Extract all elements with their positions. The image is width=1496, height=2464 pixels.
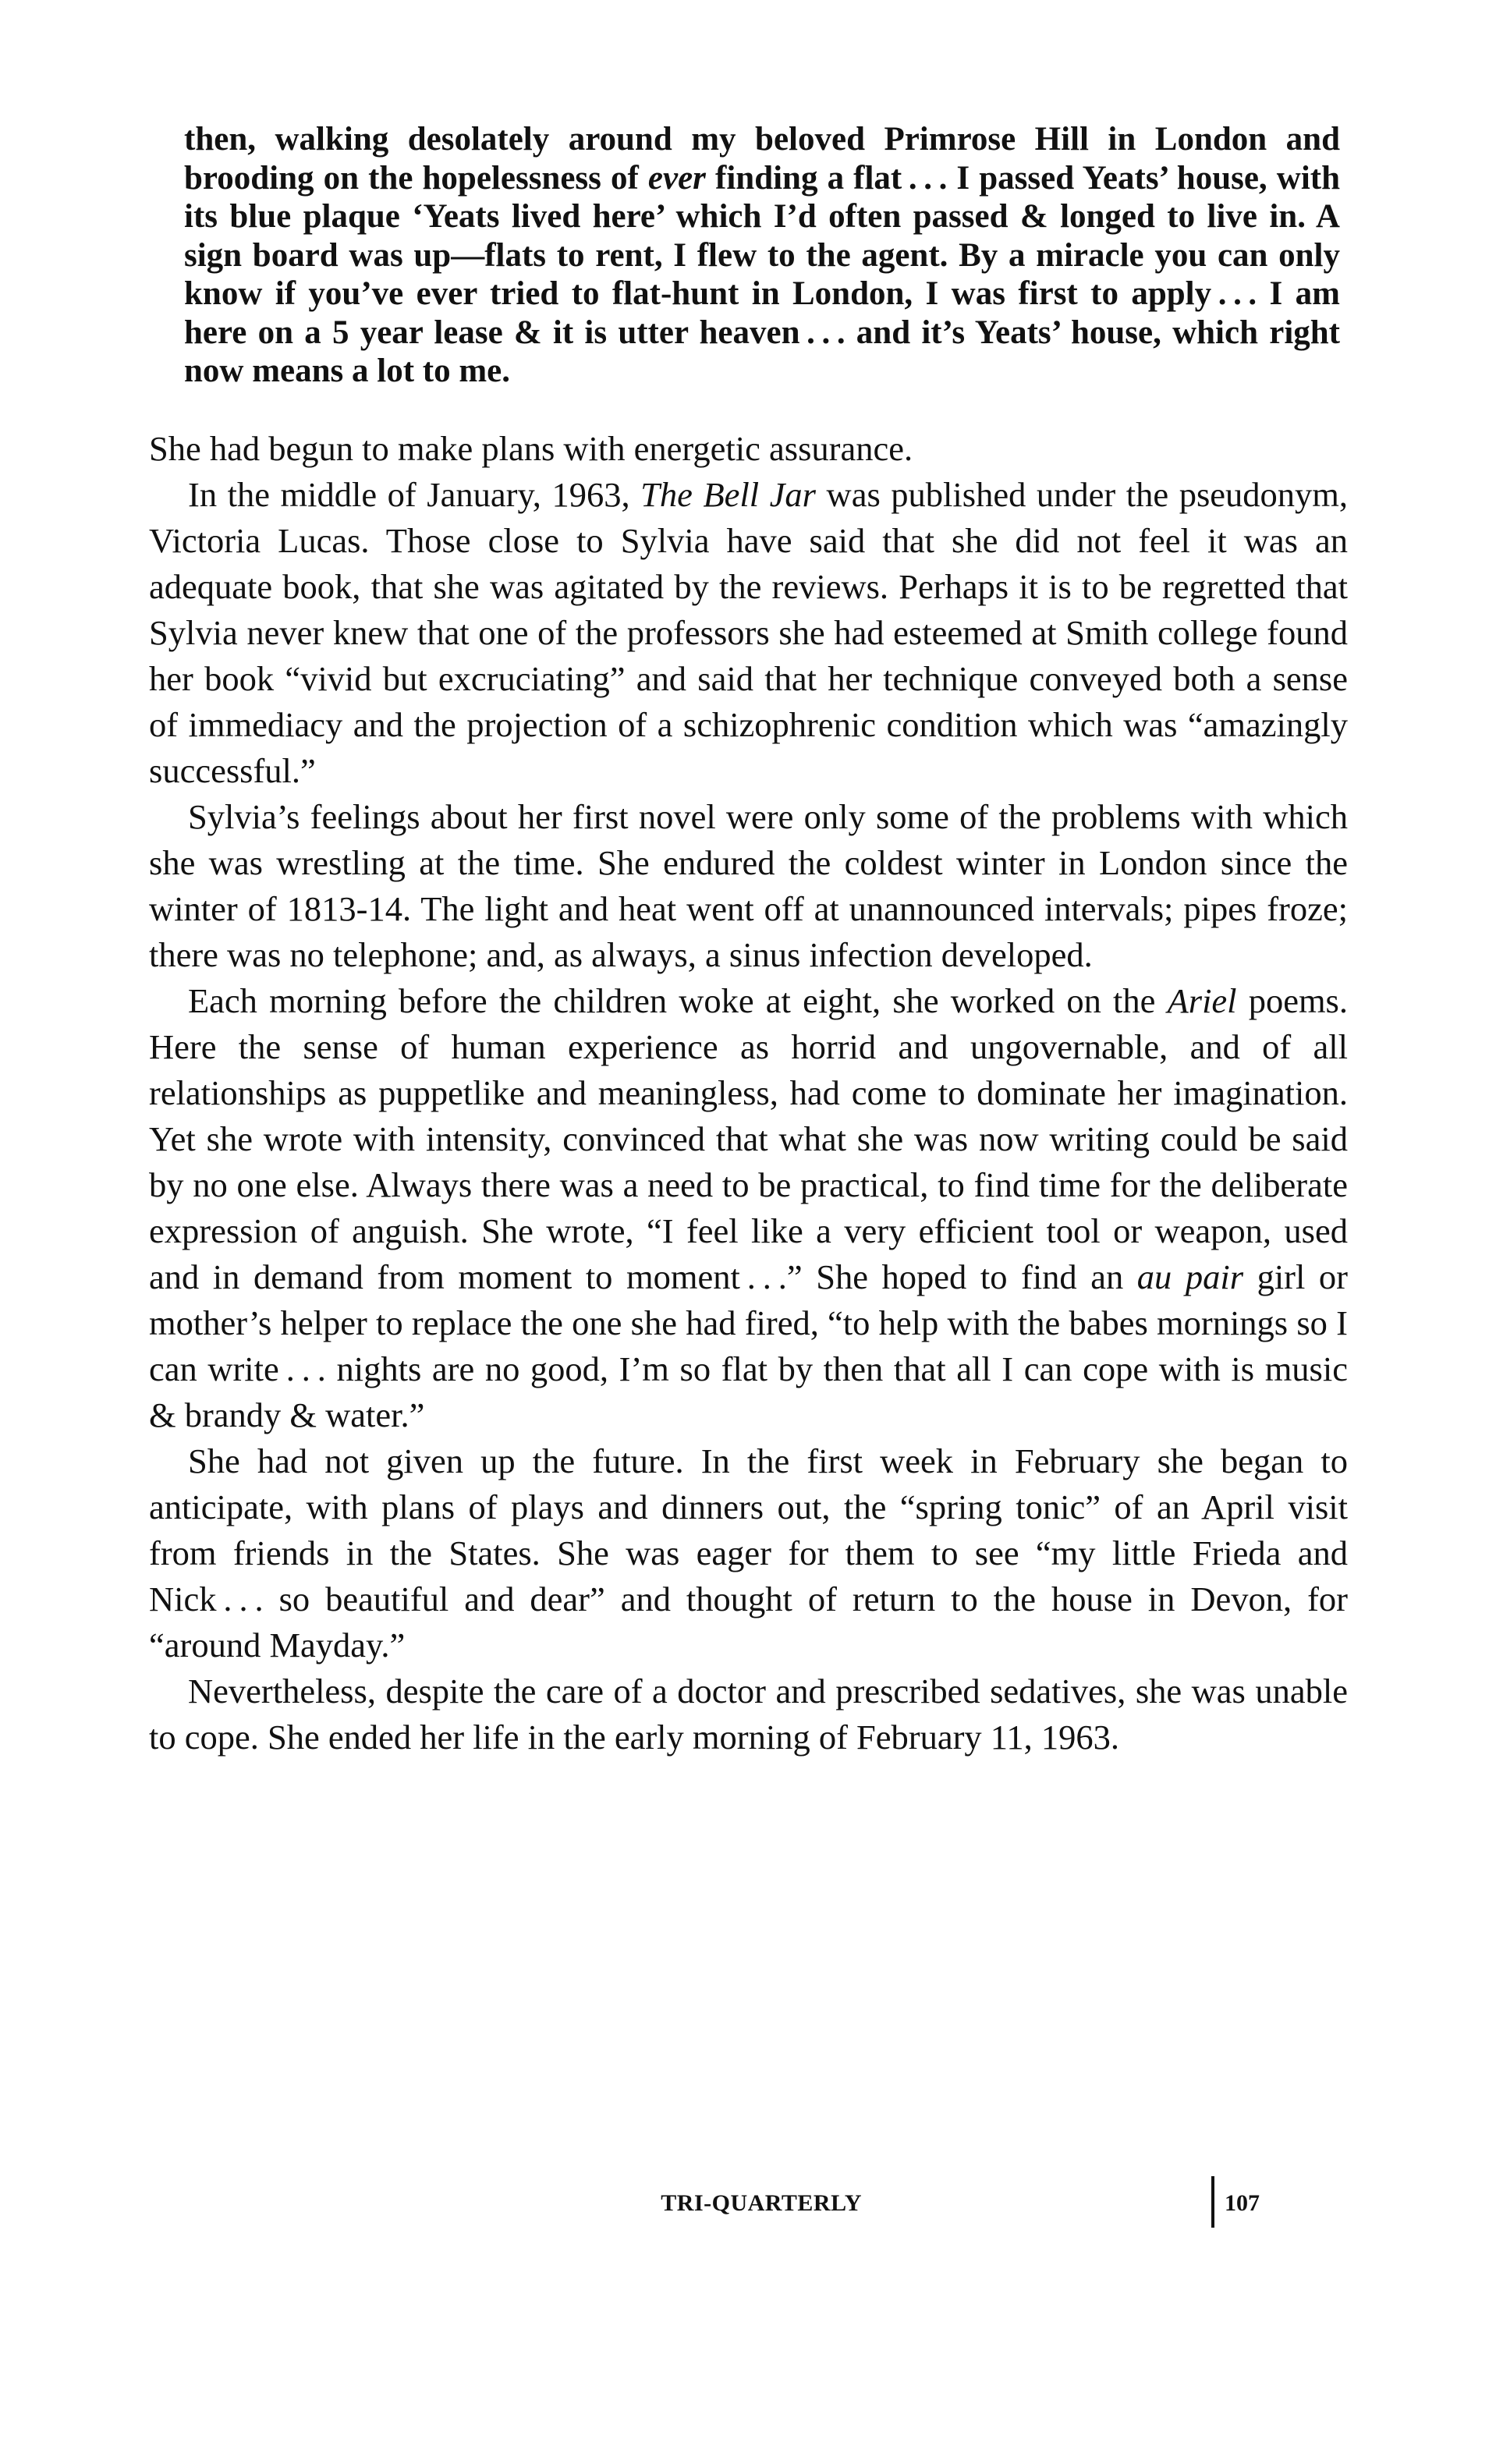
paragraph: She had not given up the future. In the first week in February she began to anticipate, with plans of plays and dinners out, the “spring tonic” of an April visit from friends in the States. She was eager for them to see “my little Frieda and Nick . . . so beautiful and dear” and thought of return to the house in Devon, for “around Mayday.” <box>149 1441 1348 1665</box>
quote-italic-ever: ever <box>647 159 706 197</box>
body-text <box>149 426 1348 1760</box>
block-quote <box>184 120 1340 391</box>
quote-text: then, walking desolately around my beloved Primrose Hill in London and brooding on the hopelessness of <box>184 121 1340 197</box>
footer-divider <box>1211 2176 1214 2228</box>
book-title-bell-jar: The Bell Jar <box>640 475 816 514</box>
page-number: 107 <box>1225 2190 1260 2216</box>
paragraph: Sylvia’s feelings about her first novel were only some of the problems with which she was wrestling at the time. She endured the coldest winter in London since the winter of 1813-14. The light and heat went off at unannounced intervals; pipes froze; there was no telephone; and, as always, a sinus infection developed. <box>149 797 1348 974</box>
book-title-ariel: Ariel <box>1167 981 1237 1020</box>
paragraph: In the middle of January, 1963, The Bell Jar was published under the pseudonym, Victoria Lucas. Those close to Sylvia have said that she did not feel it was an adequate book, that she was agitated by the reviews. Perhaps it is to be regretted that Sylvia never knew that one of the professors she had esteemed at Smith college found her book “vivid but excruciating” and said that her technique conveyed both a sense of immediacy and the projection of a schizophrenic condition which was “amazingly successful.” <box>149 475 1349 790</box>
journal-title: TRI-QUARTERLY <box>661 2190 862 2216</box>
paragraph: Nevertheless, despite the care of a doctor and prescribed sedatives, she was unable to cope. She ended her life in the early morning of February 11, 1963. <box>149 1672 1348 1757</box>
paragraph: She had begun to make plans with energetic assurance. <box>149 429 913 468</box>
paragraph: Each morning before the children woke at eight, she worked on the Ariel poems. Here the sense of human experience as horrid and ungovernable, and of all relationships as puppetlike and meaningless, had come to dominate her imagination. Yet she wrote with intensity, convinced that what she was now writing could be said by no one else. Always there was a need to be practical, to find time for the deliberate expression of anguish. She wrote, “I feel like a very efficient tool or weapon, used and in demand from moment to moment . . .” She hoped to find an au pair girl or mother’s helper to replace the one she had fired, “to help with the babes mornings so I can write . . . nights are no good, I’m so flat by then that all I can cope with is music & brandy & water.” <box>149 981 1349 1434</box>
italic-au-pair: au pair <box>1136 1257 1244 1296</box>
quote-text: finding a flat . . . I passed Yeats’ house, with its blue plaque ‘Yeats lived here’ which I’d often passed & longed to live in. A sign board was up—flats to rent, I flew to the agent. By a miracle you can only know if you’ve ever tried to flat-hunt in London, I was first to apply . . . I am here on a 5 year lease & it is utter heaven . . . and it’s Yeats’ house, which right now means a lot to me. <box>184 159 1341 389</box>
